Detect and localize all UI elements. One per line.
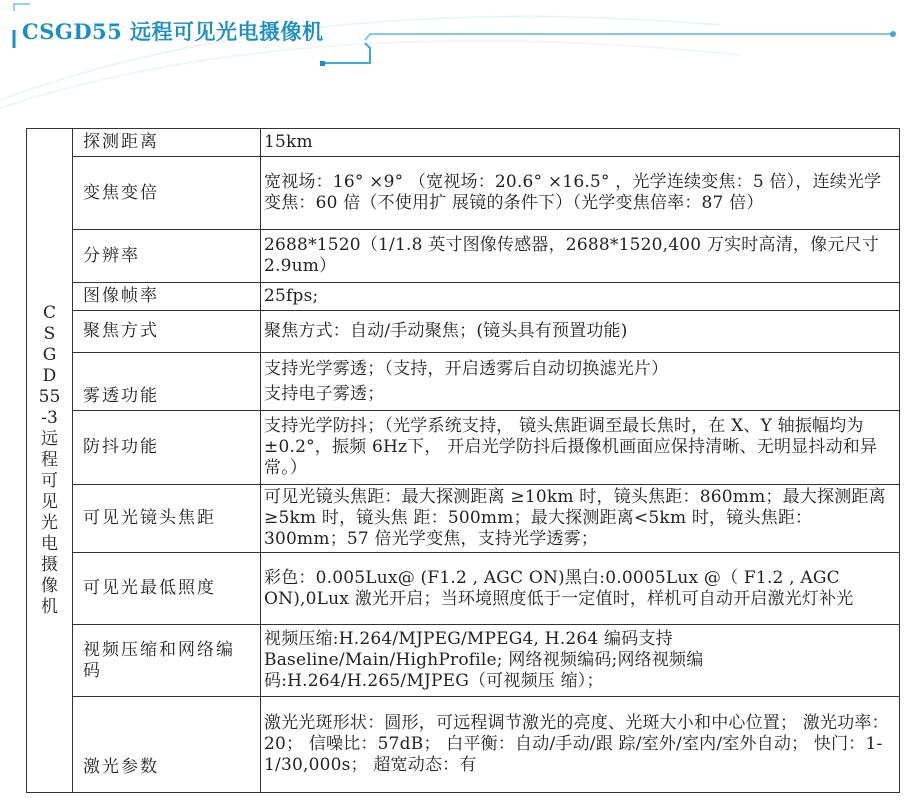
table-row [27, 411, 900, 485]
header-line-dot [890, 31, 896, 37]
row-value: 宽视场：16° ×9° （宽视场：20.6° ×16.5° ，光学连续变焦：5 倍），连续光学变焦：60 倍（不使用扩 展镜的条件下）（光学变焦倍率：87 倍） [261, 157, 900, 230]
header-line [365, 34, 893, 40]
row-value [261, 353, 900, 411]
page-header [0, 0, 912, 110]
row-value: 25fps; [261, 283, 900, 311]
row-label: 图像帧率 [73, 283, 261, 311]
bracket-end-dot [320, 61, 325, 66]
table-row [27, 553, 900, 625]
model-cell [27, 129, 73, 793]
row-label: 视频压缩和网络编 码 [73, 625, 261, 697]
row-value: 支持光学防抖；（光学系统支持， 镜头焦距调至最长焦时，在 X、Y 轴振幅均为±0.2°，振频 6Hz下， 开启光学防抖后摄像机画面应保持清晰、无明显抖动和异常。） [261, 411, 900, 485]
row-label: 聚焦方式 [73, 311, 261, 353]
row-value: 2688*1520（1/1.8 英寸图像传感器，2688*1520,400 万实时高清，像元尺寸2.9um） [261, 230, 900, 283]
table-row [27, 157, 900, 230]
table-row [27, 230, 900, 283]
table-row [27, 625, 900, 697]
page-title: CSGD55 远程可见光电摄像机 [22, 19, 324, 44]
row-value-line: 支持光学雾透；（支持，开启透雾后自动切换滤光片） [264, 358, 669, 379]
row-label: 探测距离 [73, 129, 261, 157]
table-row [27, 697, 900, 793]
row-label: 变焦变倍 [73, 157, 261, 230]
row-value: 视频压缩:H.264/MJPEG/MPEG4, H.264 编码支持Baseline/Main/HighProfile; 网络视频编码;网络视频编码:H.264/H.265/MJPEG（可视频压 缩）； [261, 625, 900, 697]
row-value: 彩色：0.005Lux@ (F1.2 , AGC ON)黑白:0.0005Lux @（ F1.2 , AGC ON),0Lux 激光开启；当环境照度低于一定值时，样机可自动开启激光灯补光 [261, 553, 900, 625]
row-value: 激光光斑形状：圆形，可远程调节激光的亮度、光斑大小和中心位置； 激光功率：20； 信噪比：57dB； 白平衡：自动/手动/跟 踪/室外/室内/室外自动； 快门：1-1/30,000s； 超宽动态：有 [261, 697, 900, 793]
row-label: 可见光镜头焦距 [73, 485, 261, 553]
spec-table [26, 128, 900, 793]
row-value-line: 支持电子雾透； [264, 383, 385, 404]
row-label: 分辨率 [73, 230, 261, 283]
row-label: 可见光最低照度 [73, 553, 261, 625]
row-label: 激光参数 [73, 697, 261, 793]
row-label: 防抖功能 [73, 411, 261, 485]
table-row [27, 283, 900, 311]
table-row [27, 129, 900, 157]
row-label: 雾透功能 [73, 353, 261, 411]
bracket-top-left [14, 4, 30, 11]
row-value: 15km [261, 129, 900, 157]
row-value: 可见光镜头焦距：最大探测距离 ≥10km 时，镜头焦距：860mm；最大探测距离≥5km 时，镜头焦 距：500mm；最大探测距离<5km 时，镜头焦距：300mm；57 倍光学变焦，支持光学透雾； [261, 485, 900, 553]
row-value: 聚焦方式：自动/手动聚焦；(镜头具有预置功能) [261, 311, 900, 353]
table-row [27, 353, 900, 411]
model-name: CSGD55-3远程可见光电摄像机 [38, 303, 61, 617]
table-row [27, 485, 900, 553]
table-row [27, 311, 900, 353]
